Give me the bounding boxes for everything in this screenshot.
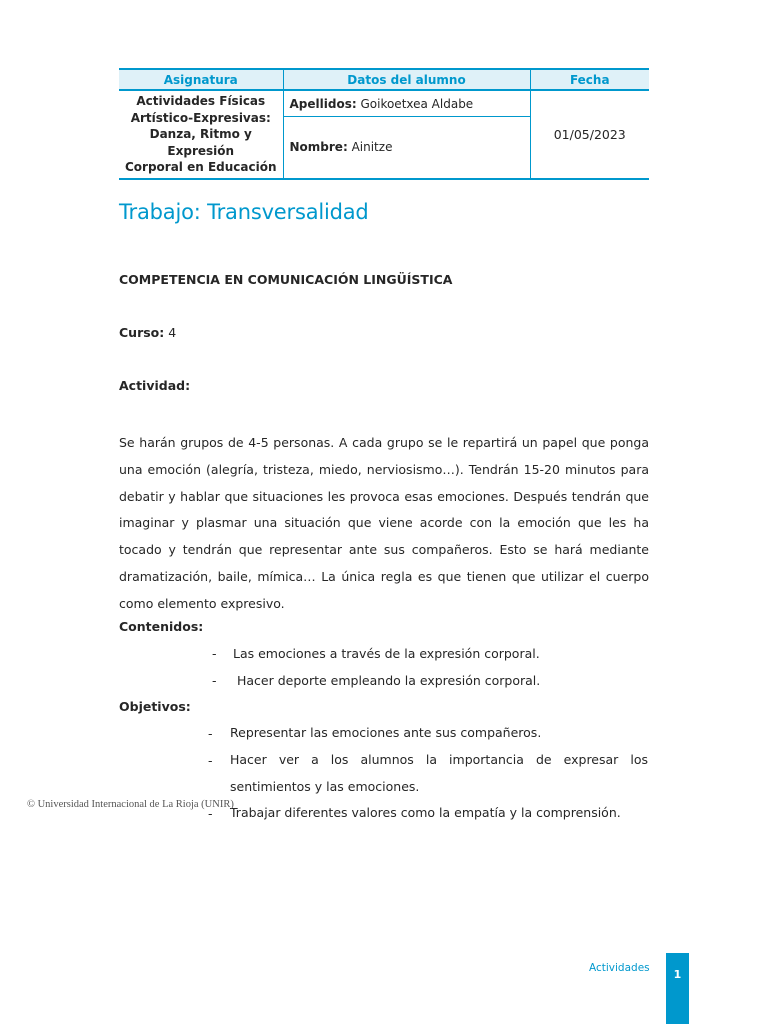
surname-value: Goikoetxea Aldabe (360, 96, 474, 111)
header-date: Fecha (530, 69, 649, 90)
activity-description: Se harán grupos de 4-5 personas. A cada grupo se le repartirá un papel que ponga una emoción (alegría, tristeza, miedo, nerviosismo…). Tendrán 15-20 minutos para debatir y hablar que situaciones les provoca esas emociones. Después tendrán que imaginar y plasmar una situación que viene acorde con la emoción que les ha tocado y tendrán que representar ante sus compañeros. Esto se hará mediante dramatización, baile, mímica… La única regla es que tienen que utilizar el cuerpo como elemento expresivo. (119, 435, 649, 611)
copyright-text: © Universidad Internacional de La Rioja (UNIR) (27, 799, 234, 810)
document-title: Trabajo: Transversalidad (119, 200, 369, 224)
activity-heading: Actividad: (119, 378, 191, 393)
header-student: Datos del alumno (283, 69, 530, 90)
page-number: 1 (673, 968, 682, 981)
subject-value: Actividades Físicas Artístico-Expresivas: Danza, Ritmo y Expresión Corporal en Educación (119, 90, 283, 179)
date-value: 01/05/2023 (530, 90, 649, 179)
competence-heading: COMPETENCIA EN COMUNICACIÓN LINGÜÍSTICA (119, 272, 453, 287)
contents-heading: Contenidos: (119, 619, 204, 634)
header-subject: Asignatura (119, 69, 283, 90)
objectives-heading: Objetivos: (119, 699, 191, 714)
footer-section-label: Actividades (589, 962, 650, 974)
page-number-tab (666, 953, 689, 1024)
name-value: Ainitze (351, 140, 393, 155)
document-header-table (119, 68, 649, 180)
surname-field: Apellidos: Goikoetxea Aldabe (283, 90, 530, 117)
name-field: Nombre: Ainitze (283, 117, 530, 179)
course-line: Curso: 4 (119, 325, 177, 340)
course-value: 4 (168, 325, 177, 340)
